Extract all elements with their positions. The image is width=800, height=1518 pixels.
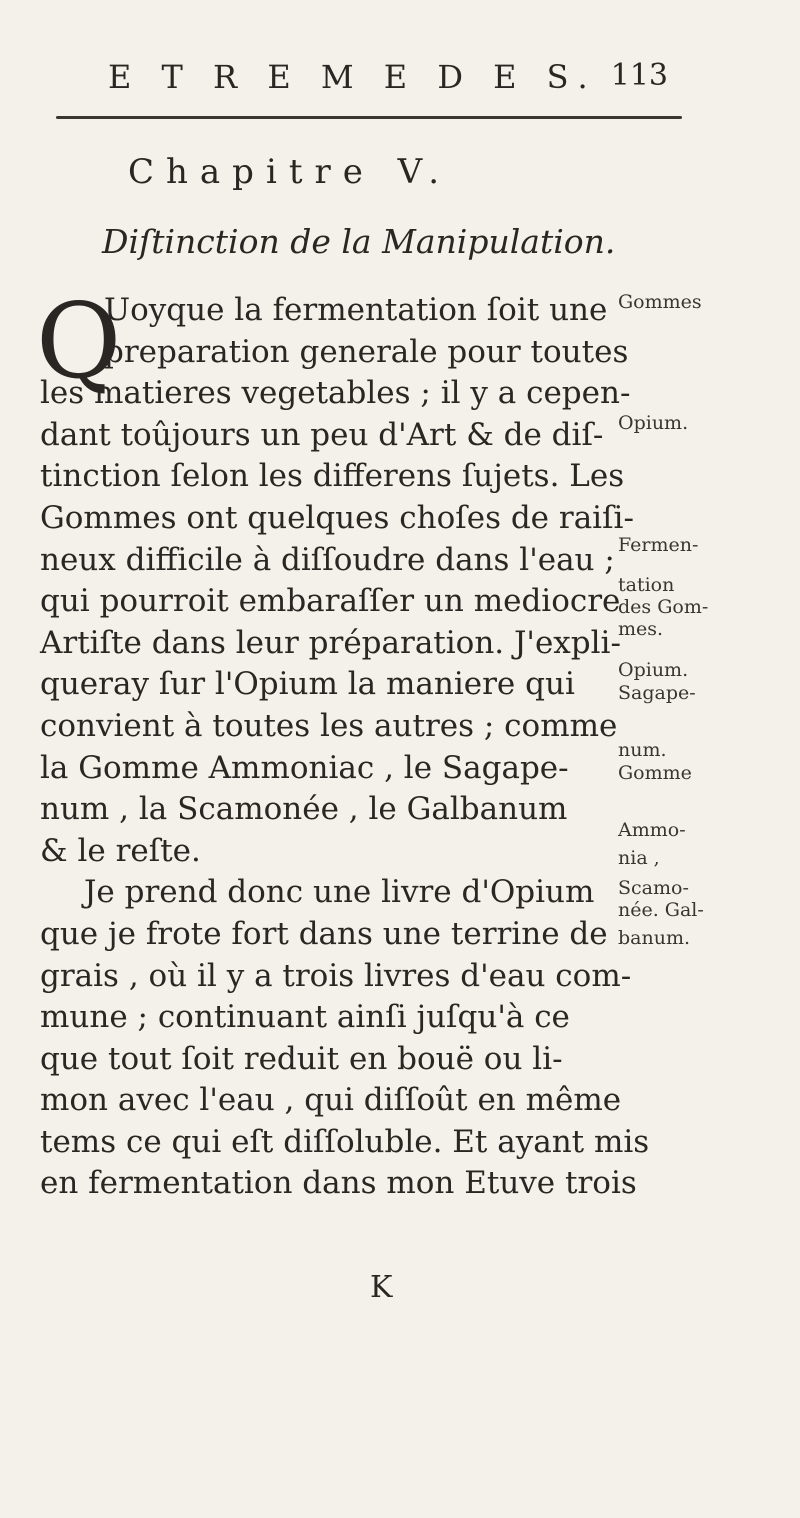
margin-note: Opium. bbox=[618, 412, 689, 434]
margin-note: num. bbox=[618, 739, 667, 761]
text-line: que tout ſoit reduit en bouë ou li- bbox=[40, 1040, 563, 1077]
header-rule bbox=[56, 116, 682, 119]
chapter-title: Chapitre V. bbox=[128, 152, 452, 192]
page-number: 113 bbox=[610, 58, 668, 93]
margin-note: Fermen- bbox=[618, 534, 699, 556]
text-line: preparation generale pour toutes bbox=[104, 333, 629, 370]
text-line: grais , où il y a trois livres d'eau com- bbox=[40, 957, 632, 994]
text-line: mune ; continuant ainſi juſqu'à ce bbox=[40, 999, 570, 1036]
text-line: tinction ſelon les differens ſujets. Les bbox=[40, 458, 625, 495]
text-line: Uoyque la fermentation ſoit une bbox=[104, 292, 608, 328]
text-line: convient à toutes les autres ; comme bbox=[40, 707, 618, 744]
text-line: queray ſur l'Opium la maniere qui bbox=[40, 666, 575, 703]
text-line: que je frote fort dans une terrine de bbox=[40, 915, 608, 952]
margin-note: Scamo- bbox=[618, 877, 689, 899]
margin-note: banum. bbox=[618, 927, 691, 949]
chapter-subtitle: Diſtinction de la Manipulation. bbox=[102, 222, 616, 261]
text-line: Gommes ont quelques choſes de raiſi- bbox=[40, 499, 634, 536]
text-line: num , la Scamonée , le Galbanum bbox=[40, 791, 568, 828]
text-line: en fermentation dans mon Etuve trois bbox=[40, 1165, 637, 1202]
margin-note: nia , bbox=[618, 847, 660, 869]
catchword: K bbox=[370, 1270, 393, 1305]
text-line: Artiſte dans leur préparation. J'expli- bbox=[40, 624, 621, 661]
text-line: les matieres vegetables ; il y a cepen- bbox=[40, 375, 631, 412]
text-line: dant toûjours un peu d'Art & de diſ- bbox=[40, 416, 604, 453]
text-line: tems ce qui eſt diſſoluble. Et ayant mis bbox=[40, 1123, 650, 1160]
text-line: mon avec l'eau , qui diſſoût en même bbox=[40, 1082, 622, 1119]
body-text bbox=[40, 290, 650, 1205]
text-line: neux difficile à diſſoudre dans l'eau ; bbox=[40, 541, 615, 578]
margin-note: mes. bbox=[618, 618, 664, 640]
text-line: & le reſte. bbox=[40, 832, 201, 869]
margin-note: Gomme bbox=[618, 762, 692, 784]
text-line: qui pourroit embaraſſer un mediocre bbox=[40, 583, 621, 620]
text-line: la Gomme Ammoniac , le Sagape- bbox=[40, 749, 569, 786]
running-head bbox=[108, 58, 668, 96]
text-line: Je prend donc une livre d'Opium bbox=[84, 874, 595, 911]
margin-note: tation bbox=[618, 574, 675, 596]
margin-note: née. Gal- bbox=[618, 899, 704, 921]
running-head-title: E T R E M E D E S. bbox=[108, 58, 598, 96]
margin-note: Opium. bbox=[618, 659, 689, 681]
drop-cap: Q bbox=[36, 280, 122, 402]
margin-note: Gommes bbox=[618, 291, 702, 313]
margin-note: Sagape- bbox=[618, 682, 696, 704]
margin-note: des Gom- bbox=[618, 596, 709, 618]
margin-note: Ammo- bbox=[618, 819, 686, 841]
